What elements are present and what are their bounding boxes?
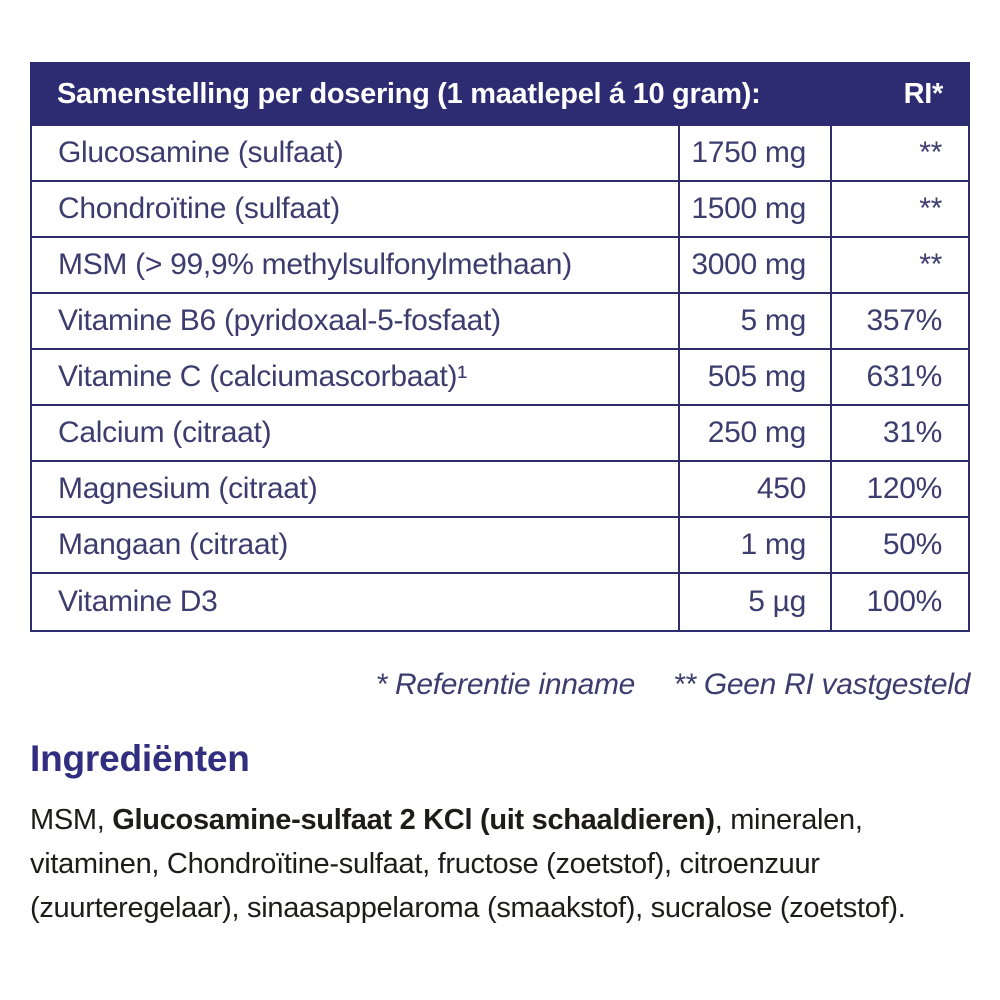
row-ri: 50% [830,518,968,572]
ri-column-header: RI* [903,77,943,110]
table-row [32,126,968,182]
row-ri: 31% [830,406,968,460]
ingredients-segment: , mineralen, vitaminen, Chondroïtine-sulfaat, fructose (zoetstof), citroenzuur (zuurteregelaar), sinaasappelaroma (smaakstof), sucralose (zoetstof). [30,804,906,924]
row-ri: 631% [830,350,968,404]
row-ri: ** [830,238,968,292]
row-ri: ** [830,126,968,180]
table-row [32,574,968,630]
row-label: Vitamine D3 [58,585,218,618]
row-amount: 3000 mg [678,238,830,292]
row-amount: 1 mg [678,518,830,572]
row-ri: 100% [830,574,968,630]
table-header [30,62,970,126]
row-label: MSM (> 99,9% methylsulfonylmethaan) [58,248,572,281]
table-row [32,518,968,574]
table-title: Samenstelling per dosering (1 maatlepel á 10 gram): [57,77,761,110]
row-label: Glucosamine (sulfaat) [58,136,344,169]
row-ri: 357% [830,294,968,348]
ingredients-segment: MSM, [30,804,113,836]
composition-table [30,62,970,632]
table-row [32,238,968,294]
table-row [32,182,968,238]
row-ri: 120% [830,462,968,516]
row-amount: 250 mg [678,406,830,460]
table-body [30,126,970,632]
row-label: Magnesium (citraat) [58,472,318,505]
row-amount: 5 mg [678,294,830,348]
ingredients-segment-bold: Glucosamine-sulfaat 2 KCl (uit schaaldieren) [112,804,715,836]
row-amount: 1750 mg [678,126,830,180]
row-label: Mangaan (citraat) [58,528,289,561]
footnote-reference-intake: * Referentie inname [375,668,636,701]
row-amount: 5 µg [678,574,830,630]
row-amount: 450 [678,462,830,516]
table-row [32,350,968,406]
table-footnote [30,668,970,702]
row-label: Chondroïtine (sulfaat) [58,192,340,225]
row-label: Calcium (citraat) [58,416,272,449]
row-amount: 505 mg [678,350,830,404]
table-row [32,462,968,518]
row-label: Vitamine B6 (pyridoxaal-5-fosfaat) [58,304,501,337]
ingredients-heading: Ingrediënten [30,738,250,779]
table-row [32,294,968,350]
row-label: Vitamine C (calciumascorbaat)¹ [58,360,467,393]
footnote-no-ri: ** Geen RI vastgesteld [673,668,970,701]
row-amount: 1500 mg [678,182,830,236]
table-row [32,406,968,462]
ingredients-text [30,798,970,930]
row-ri: ** [830,182,968,236]
